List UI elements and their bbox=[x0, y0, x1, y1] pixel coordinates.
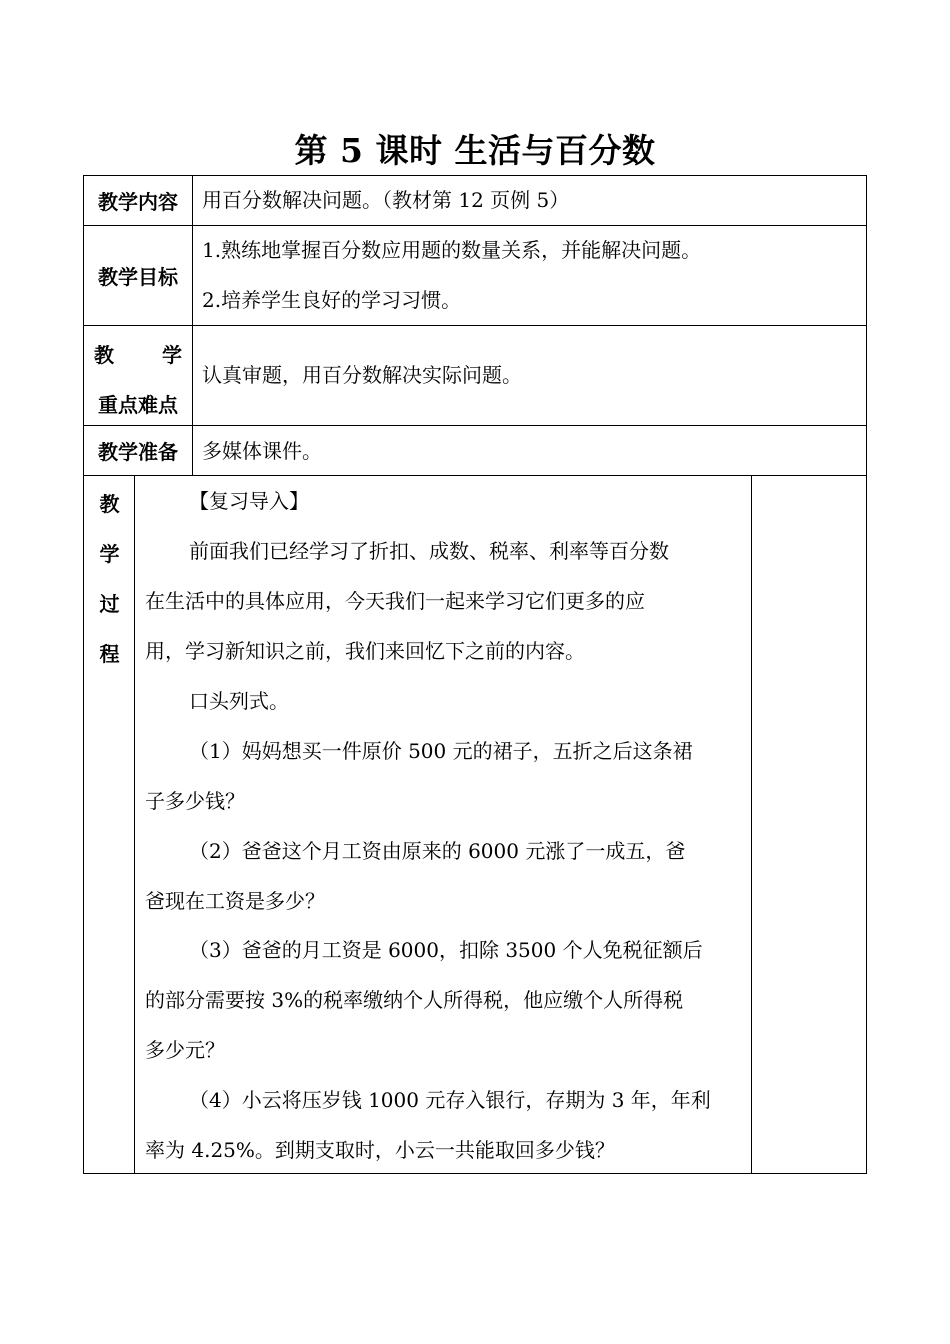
process-line: 多少元？ bbox=[145, 1038, 225, 1062]
process-label-char: 教 bbox=[99, 492, 120, 516]
process-line: 的部分需要按 3%的税率缴纳个人所得税，他应缴个人所得税 bbox=[145, 988, 684, 1012]
process-notes-column bbox=[752, 475, 866, 1173]
process-line: 前面我们已经学习了折扣、成数、税率、利率等百分数 bbox=[189, 539, 669, 563]
row-teaching-objectives bbox=[83, 225, 867, 326]
process-line: 率为 4.25%。到期支取时，小云一共能取回多少钱？ bbox=[145, 1138, 615, 1162]
process-label-char: 学 bbox=[99, 542, 120, 566]
process-line: （2）爸爸这个月工资由原来的 6000 元涨了一成五，爸 bbox=[189, 839, 686, 863]
process-line: 口头列式。 bbox=[189, 689, 289, 713]
key-points-text: 认真审题，用百分数解决实际问题。 bbox=[202, 363, 522, 387]
cell-teaching-process bbox=[135, 475, 752, 1173]
process-line: （4）小云将压岁钱 1000 元存入银行，存期为 3 年，年利 bbox=[189, 1088, 711, 1112]
process-line: 爸现在工资是多少？ bbox=[145, 889, 325, 913]
cell-key-points bbox=[193, 325, 866, 425]
cell-teaching-preparation bbox=[193, 425, 866, 475]
row-key-points bbox=[83, 325, 867, 426]
process-label-char: 过 bbox=[99, 592, 120, 616]
label-key-points bbox=[84, 325, 193, 425]
process-heading: 【复习导入】 bbox=[189, 489, 309, 513]
preparation-text: 多媒体课件。 bbox=[202, 439, 322, 463]
process-line: （3）爸爸的月工资是 6000，扣除 3500 个人免税征额后 bbox=[189, 938, 703, 962]
row-teaching-content bbox=[83, 175, 867, 226]
row-teaching-preparation bbox=[83, 425, 867, 476]
process-line: 用，学习新知识之前，我们来回忆下之前的内容。 bbox=[145, 639, 585, 663]
process-line: 在生活中的具体应用，今天我们一起来学习它们更多的应 bbox=[145, 589, 645, 613]
lesson-plan-table bbox=[83, 175, 867, 1174]
process-label-char: 程 bbox=[99, 642, 120, 666]
key-points-label-top bbox=[94, 339, 182, 368]
label-teaching-process bbox=[84, 475, 135, 1173]
label-teaching-objectives: 教学目标 bbox=[84, 225, 193, 325]
objective-line: 2.培养学生良好的学习习惯。 bbox=[202, 288, 462, 312]
label-teaching-preparation: 教学准备 bbox=[84, 425, 193, 475]
objective-line: 1.熟练地掌握百分数应用题的数量关系，并能解决问题。 bbox=[202, 238, 702, 262]
key-points-label-char: 教 bbox=[94, 343, 114, 367]
cell-teaching-content bbox=[193, 176, 866, 225]
row-teaching-process bbox=[83, 475, 867, 1174]
cell-teaching-objectives bbox=[193, 225, 866, 325]
label-teaching-content: 教学内容 bbox=[84, 176, 193, 225]
key-points-label-bottom: 重点难点 bbox=[98, 393, 178, 417]
process-line: 子多少钱？ bbox=[145, 789, 245, 813]
teaching-content-text: 用百分数解决问题。（教材第 12 页例 5） bbox=[202, 188, 570, 212]
lesson-title: 第 5 课时 生活与百分数 bbox=[294, 131, 656, 170]
key-points-label-char: 学 bbox=[162, 343, 182, 367]
process-line: （1）妈妈想买一件原价 500 元的裙子，五折之后这条裙 bbox=[189, 739, 693, 763]
